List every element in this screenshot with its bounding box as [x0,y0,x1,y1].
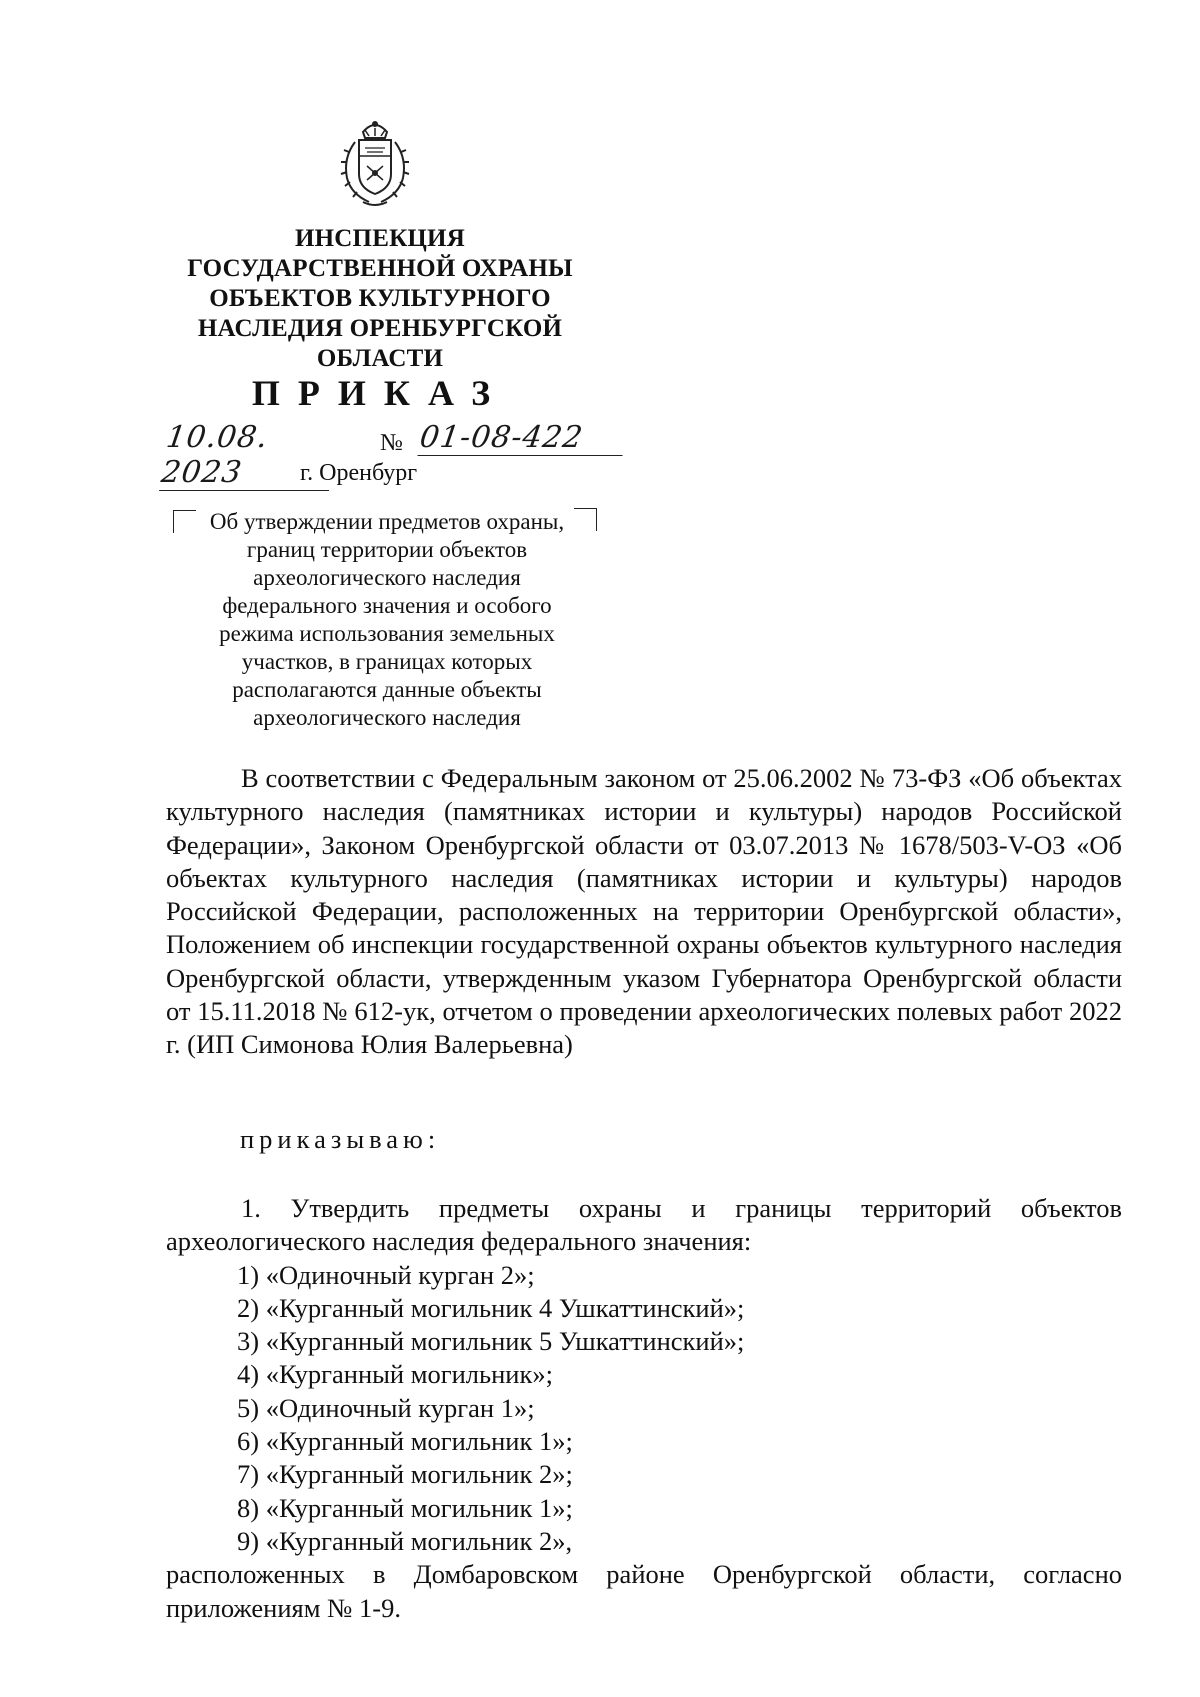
subject-line: археологического наследия [253,565,521,590]
subject-line: располагаются данные объекты [232,677,542,702]
list-item: 8) «Курганный могильник 1»; [237,1492,573,1523]
document-type-title: ПРИКАЗ [251,373,509,413]
list-item: 9) «Курганный могильник 2», [237,1525,573,1556]
list-item: 7) «Курганный могильник 2»; [237,1459,573,1490]
list-item: 6) «Курганный могильник 1»; [237,1426,573,1457]
subject-line: участков, в границах которых [241,649,533,674]
coat-of-arms-icon [335,118,415,210]
authority-line: НАСЛЕДИЯ ОРЕНБУРГСКОЙ [197,315,563,342]
order-subject [172,508,602,732]
subject-line: федерального значения и особого [222,593,552,618]
order-date-handwritten: 10.08. 2023 [159,420,339,491]
list-item: 3) «Курганный могильник 5 Ушкаттинский»; [237,1326,745,1357]
authority-line: ИНСПЕКЦИЯ [295,225,465,252]
subject-line: режима использования земельных [219,621,555,646]
list-closing-text: расположенных в Домбаровском районе Оренбургской области, согласно приложениям № 1-9. [166,1559,1122,1623]
city-name: г. Оренбург [300,460,418,486]
order-item-1 [166,1192,1122,1625]
authority-line: ОБЪЕКТОВ КУЛЬТУРНОГО [209,285,551,312]
order-operative-word: приказываю: [240,1124,441,1154]
list-item: 2) «Курганный могильник 4 Ушкаттинский»; [237,1292,745,1323]
list-item: 5) «Одиночный курган 1»; [237,1392,535,1423]
subject-line: границ территории объектов [246,537,528,562]
authority-line: ГОСУДАРСТВЕННОЙ ОХРАНЫ [187,255,573,282]
number-sign: № [380,430,403,456]
authority-line: ОБЛАСТИ [316,345,444,372]
subject-line: археологического наследия [253,705,521,730]
item-1-intro: 1. Утвердить предметы охраны и границы территорий объектов археологического наследия федерального значения: [166,1193,1122,1257]
list-item: 4) «Курганный могильник»; [237,1359,553,1390]
list-item: 1) «Одиночный курган 2»; [237,1259,535,1290]
preamble-paragraph [166,762,1122,1062]
order-number-handwritten: 01-08-422 [417,420,627,456]
subject-line: Об утверждении предметов охраны, [209,509,565,534]
heritage-object-list [166,1259,1122,1559]
preamble-text: В соответствии с Федеральным законом от 25.06.2002 № 73-ФЗ «Об объектах культурного наследия (памятниках истории и культуры) народов Российской Федерации», Законом Оренбургской области от 03.07.2013 № 1678/503-V-ОЗ «Об объектах культурного наследия (памятниках истории и культуры) народов Российской Федерации, расположенных на территории Оренбургской области», Положением об инспекции государственной охраны объектов культурного наследия Оренбургской области, утвержденным указом Губернатора Оренбургской области от 15.11.2018 № 612-ук, отчетом о проведении археологических полевых работ 2022 г. (ИП Симонова Юлия Валерьевна) [166,763,1122,1060]
issuing-authority [160,224,600,374]
